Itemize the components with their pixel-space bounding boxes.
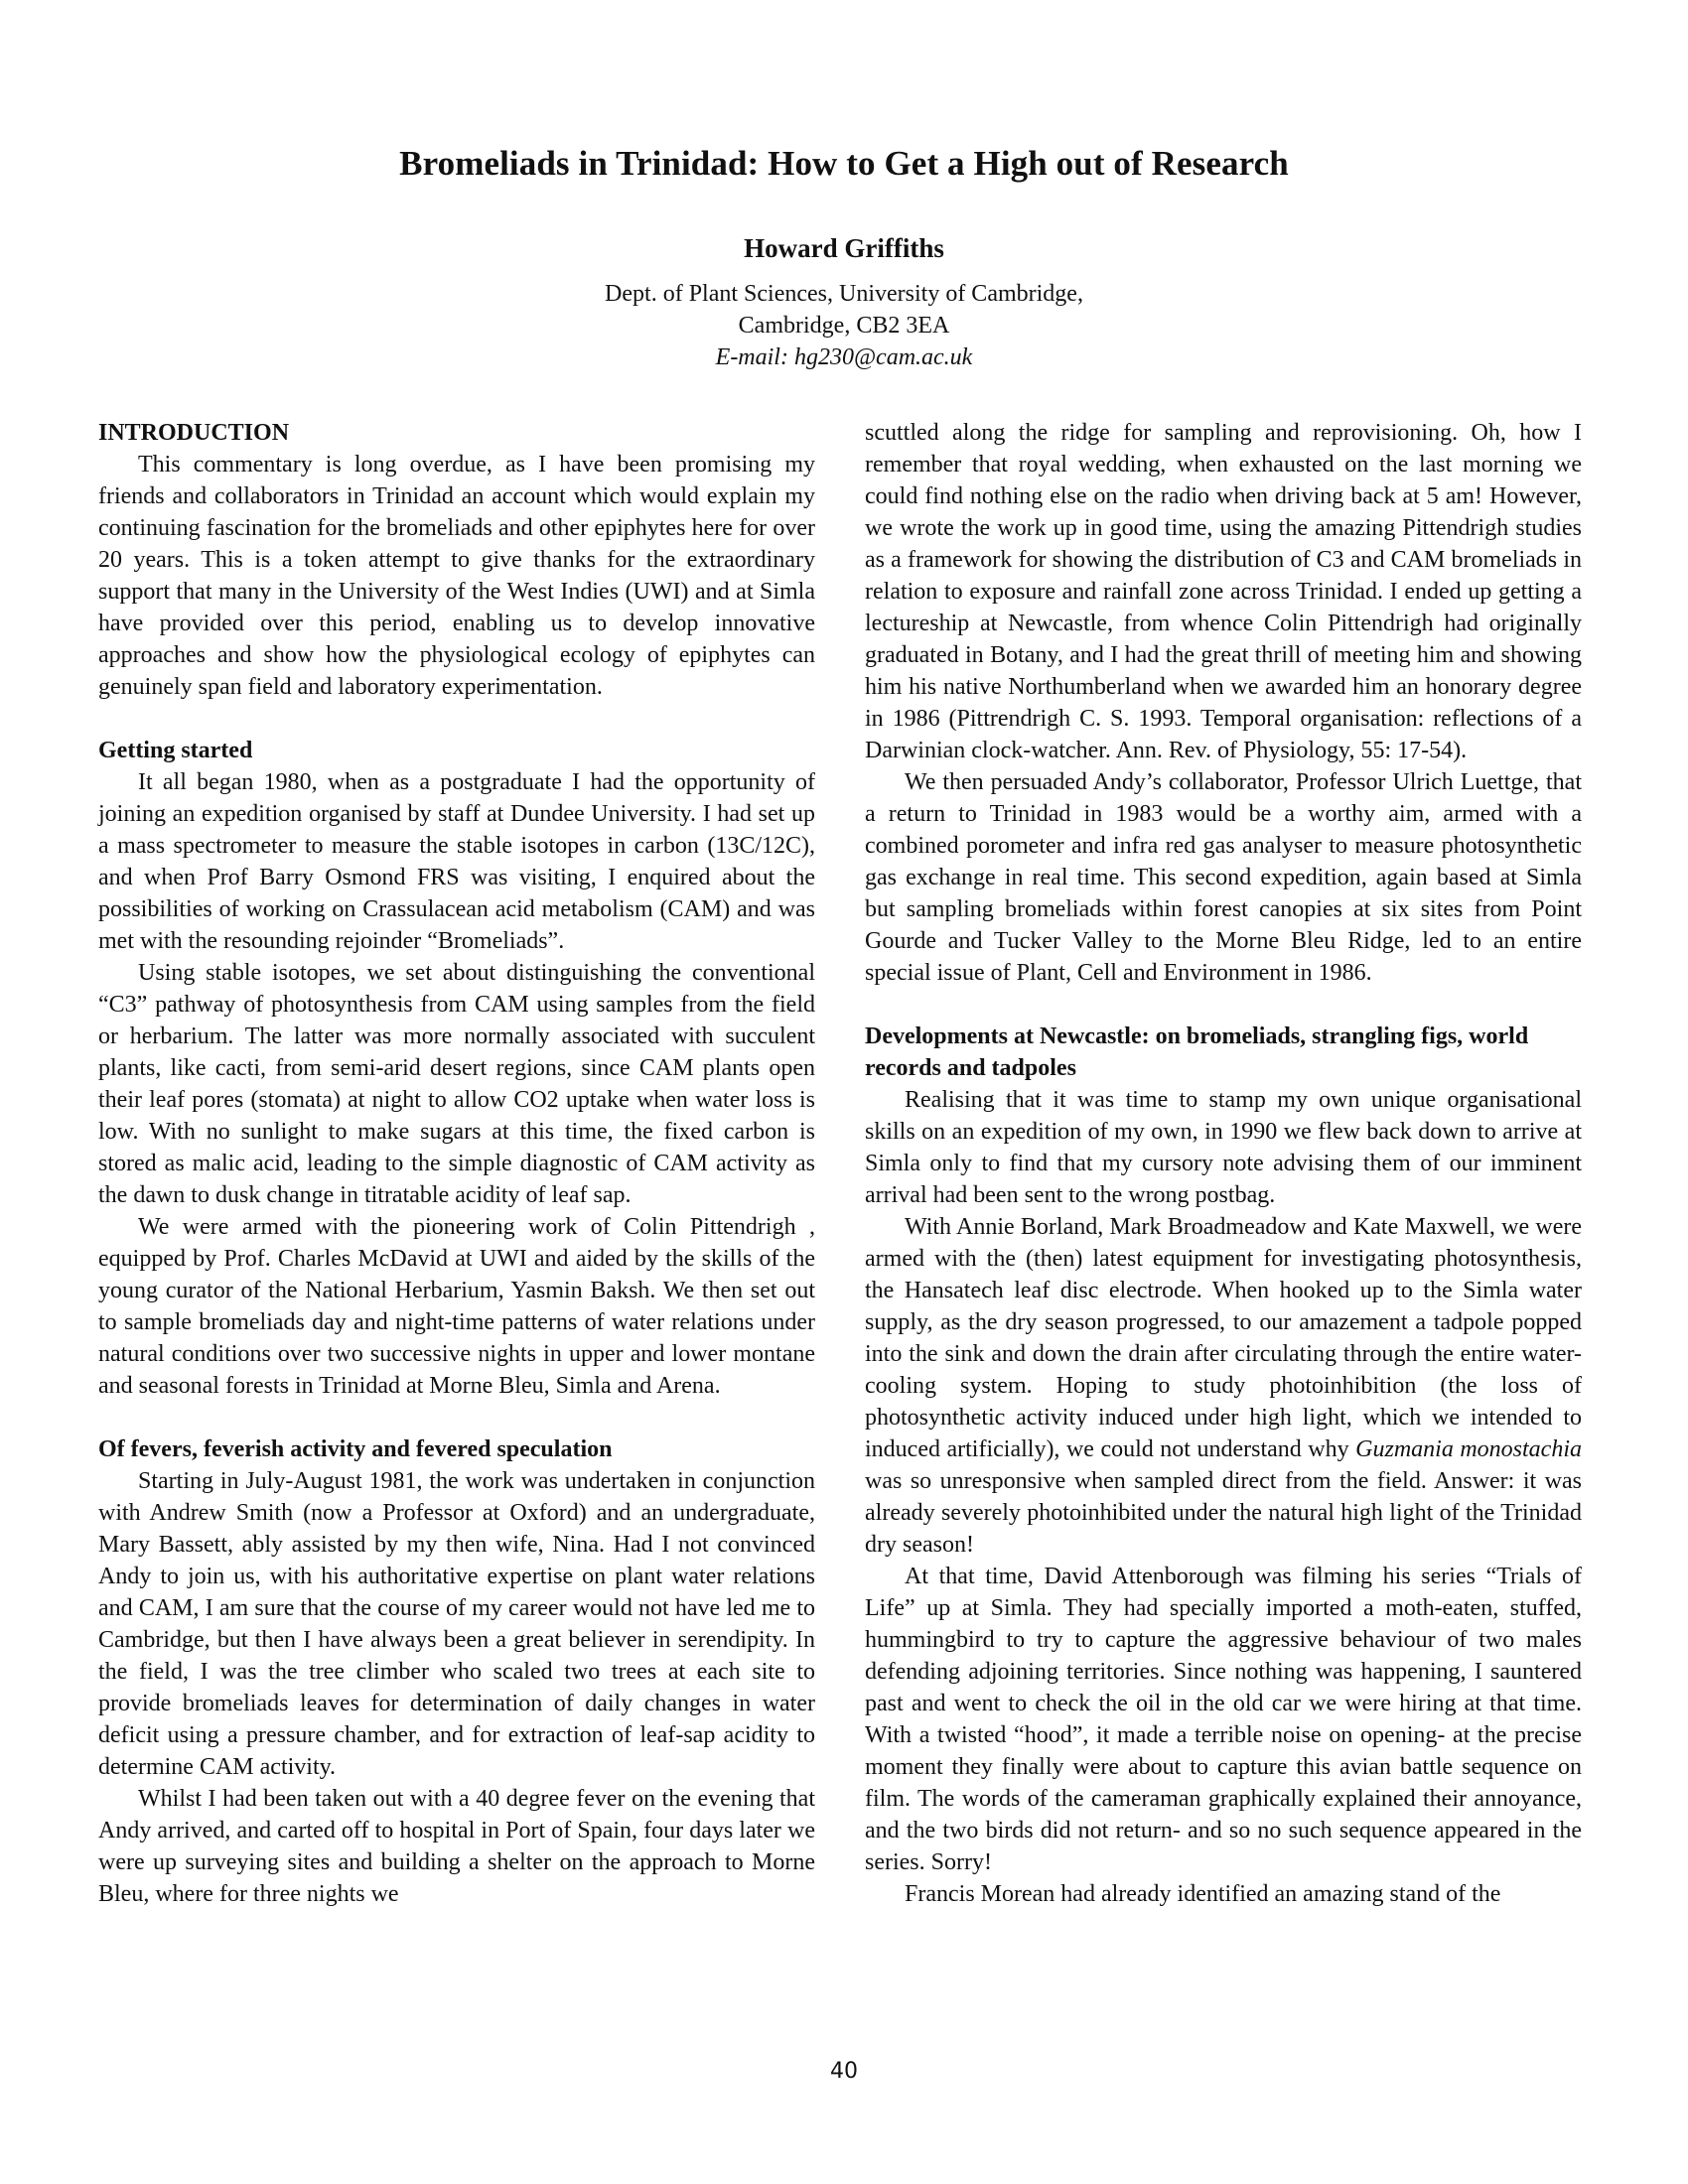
body-paragraph: We then persuaded Andy’s collaborator, Professor Ulrich Luettge, that a return to Trinidad in 1983 would be a worthy aim, armed with a combined porometer and infra red gas analyser to measure photosynthetic gas exchange in real time. This second expedition, again based at Simla but sampling bromeliads within forest canopies at six sites from Point Gourde and Tucker Valley to the Morne Bleu Ridge, led to an entire special issue of Plant, Cell and Environment in 1986. [865,769,1582,986]
author-name: Howard Griffiths [744,233,944,263]
author-email: E-mail: hg230@cam.ac.uk [715,344,973,370]
body-paragraph: Using stable isotopes, we set about distinguishing the conventional “C3” pathway of photosynthesis from CAM using samples from the field or herbarium. The latter was more normally associated with succulent plants, like cacti, from semi-arid desert regions, since CAM plants open their leaf pores (stomata) at night to allow CO2 uptake when water loss is low. With no sunlight to make sugars at this time, the fixed carbon is stored as malic acid, leading to the simple diagnostic of CAM activity as the dawn to dusk change in titratable acidity of leaf sap. [98,960,815,1208]
article-title: Bromeliads in Trinidad: How to Get a High out of Research [399,144,1289,183]
right-column [865,417,1582,1910]
intro-paragraph: This commentary is long overdue, as I have been promising my friends and collaborators in Trinidad an account which would explain my continuing fascination for the bromeliads and other epiphytes here for over 20 years. This is a token attempt to give thanks for the extraordinary support that many in the University of the West Indies (UWI) and at Simla have provided over this period, enabling us to develop innovative approaches and show how the physiological ecology of epiphytes can genuinely span field and laboratory experimentation. [98,452,815,700]
affiliation-line-1: Dept. of Plant Sciences, University of Cambridge, [605,281,1083,307]
section-heading-getting-started: Getting started [98,738,253,763]
body-paragraph: At that time, David Attenborough was filming his series “Trials of Life” up at Simla. They had specially imported a moth-eaten, stuffed, hummingbird to try to capture the aggressive behaviour of two males defending adjoining territories. Since nothing was happening, I sauntered past and went to check the oil in the old car we were hiring at that time. With a twisted “hood”, it made a terrible noise on opening- at the precise moment they finally were about to capture this avian battle sequence on film. The words of the cameraman graphically explained their annoyance, and the two birds did not return- and so no such sequence appeared in the series. Sorry! [865,1564,1582,1875]
body-paragraph-continued: scuttled along the ridge for sampling and reprovisioning. Oh, how I remember that royal wedding, when exhausted on the last morning we could find nothing else on the radio when driving back at 5 am! However, we wrote the work up in good time, using the amazing Pittendrigh studies as a framework for showing the distribution of C3 and CAM bromeliads in relation to exposure and rainfall zone across Trinidad. I ended up getting a lectureship at Newcastle, from whence Colin Pittendrigh had originally graduated in Botany, and I had the great thrill of meeting him and showing him his native Northumberland when we awarded him an honorary degree in 1986 (Pittrendrigh C. S. 1993. Temporal organisation: reflections of a Darwinian clock-watcher. Ann. Rev. of Physiology, 55: 17-54). [865,420,1582,763]
section-heading-fevers: Of fevers, feverish activity and fevered speculation [98,1436,613,1462]
body-paragraph: We were armed with the pioneering work of Colin Pittendrigh , equipped by Prof. Charles McDavid at UWI and aided by the skills of the young curator of the National Herbarium, Yasmin Baksh. We then set out to sample bromeliads day and night-time patterns of water relations under natural conditions over two successive nights in upper and lower montane and seasonal forests in Trinidad at Morne Bleu, Simla and Arena. [98,1214,815,1399]
author-affiliation [0,278,1688,373]
body-paragraph: Realising that it was time to stamp my own unique organisational skills on an expedition of my own, in 1990 we flew back down to arrive at Simla only to find that my cursory note advising them of our imminent arrival had been sent to the wrong postbag. [865,1087,1582,1208]
left-column [98,417,815,1910]
section-heading-newcastle: Developments at Newcastle: on bromeliads, strangling figs, world records and tadpoles [865,1024,1529,1081]
text-run: With Annie Borland, Mark Broadmeadow and Kate Maxwell, we were armed with the (then) latest equipment for investigating photosynthesis, the Hansatech leaf disc electrode. When hooked up to the Simla water supply, as the dry season progressed, to our amazement a tadpole popped into the sink and down the drain after circulating through the entire water-cooling system. Hoping to study photoinhibition (the loss of photosynthetic activity induced under high light, which we intended to induced artificially), we could not understand why [865,1214,1582,1462]
affiliation-line-2: Cambridge, CB2 3EA [738,313,950,339]
body-paragraph: Whilst I had been taken out with a 40 degree fever on the evening that Andy arrived, and carted off to hospital in Port of Spain, four days later we were up surveying sites and building a shelter on the approach to Morne Bleu, where for three nights we [98,1786,815,1907]
body-paragraph: Starting in July-August 1981, the work was undertaken in conjunction with Andrew Smith (now a Professor at Oxford) and an undergraduate, Mary Bassett, ably assisted by my then wife, Nina. Had I not convinced Andy to join us, with his authoritative expertise on plant water relations and CAM, I am sure that the course of my career would not have led me to Cambridge, but then I have always been a great believer in serendipity. In the field, I was the tree climber who scaled two trees at each site to provide bromeliads leaves for determination of daily changes in water deficit using a pressure chamber, and for extraction of leaf-sap acidity to determine CAM activity. [98,1468,815,1780]
text-run: was so unresponsive when sampled direct from the field. Answer: it was already severely photoinhibited under the natural high light of the Trinidad dry season! [865,1468,1582,1558]
page-number: 40 [830,2059,858,2084]
body-paragraph: It all began 1980, when as a postgraduate I had the opportunity of joining an expedition organised by staff at Dundee University. I had set up a mass spectrometer to measure the stable isotopes in carbon (13C/12C), and when Prof Barry Osmond FRS was visiting, I enquired about the possibilities of working on Crassulacean acid metabolism (CAM) and was met with the resounding rejoinder “Bromeliads”. [98,769,815,954]
body-paragraph: Francis Morean had already identified an amazing stand of the [905,1881,1501,1907]
body-paragraph-guzmania [865,1211,1582,1561]
section-heading-introduction: INTRODUCTION [98,420,290,446]
species-name: Guzmania monostachia [1355,1436,1582,1462]
